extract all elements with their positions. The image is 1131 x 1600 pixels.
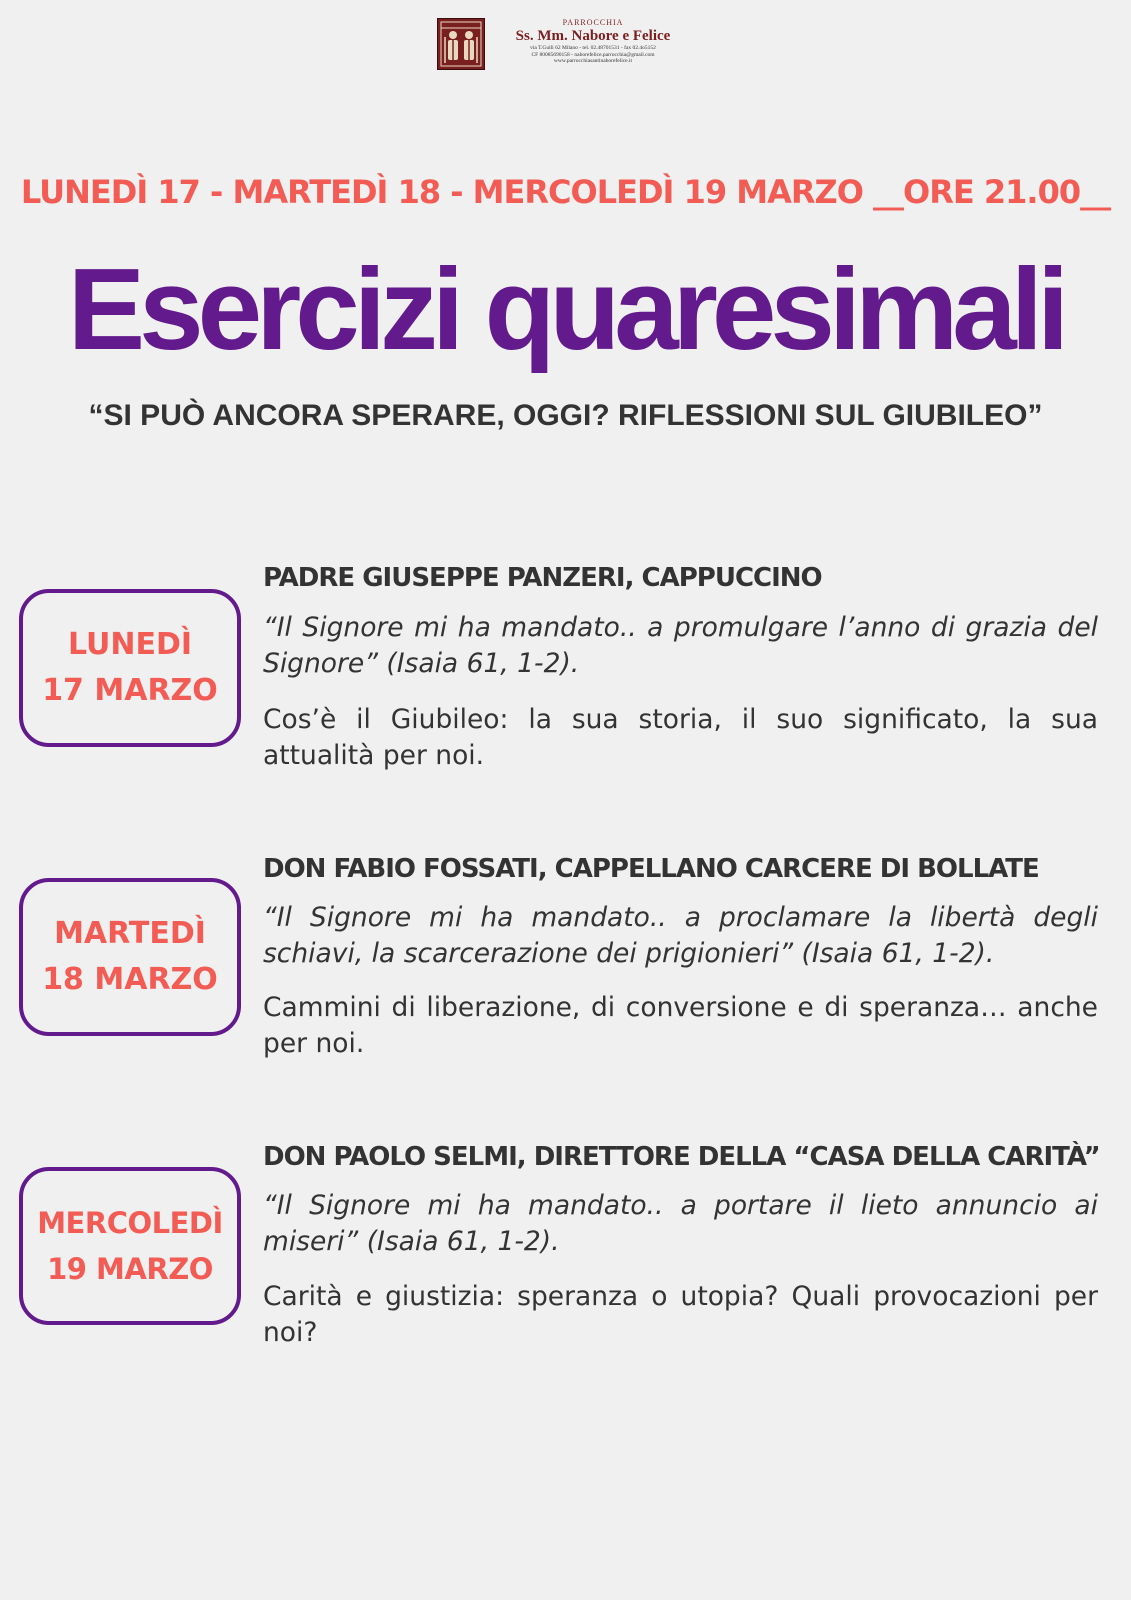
session-2-description: Cammini di liberazione, di conversione e di speranza… anche per noi. bbox=[263, 992, 1098, 1059]
session-1-date-box bbox=[19, 589, 241, 747]
session-1-description: Cos’è il Giubileo: la sua storia, il suo significato, la sua attualità per noi. bbox=[263, 704, 1098, 771]
page-subtitle: “SI PUÒ ANCORA SPERARE, OGGI? RIFLESSIONI SUL GIUBILEO” bbox=[88, 399, 1043, 432]
session-3-day: MERCOLEDÌ bbox=[37, 1206, 223, 1240]
session-2-quote: “Il Signore mi ha mandato.. a proclamare la libertà degli schiavi, la scarcerazione dei prigionieri” (Isaia 61, 1-2). bbox=[263, 902, 1098, 969]
session-2-day: MARTEDÌ bbox=[54, 916, 206, 951]
session-1-speaker: PADRE GIUSEPPE PANZERI, CAPPUCCINO bbox=[263, 563, 822, 593]
parish-saints-logo-icon bbox=[437, 18, 485, 70]
page-title: Esercizi quaresimali bbox=[67, 244, 1064, 374]
parish-address: via T.Gulli 62 Milano - tel. 02.48701531 - fax 02.4o5152 bbox=[530, 45, 656, 51]
parish-header bbox=[437, 18, 697, 72]
session-2-date-box bbox=[19, 878, 241, 1036]
session-3-date-box bbox=[19, 1167, 241, 1325]
session-3-date: 19 MARZO bbox=[47, 1252, 213, 1286]
session-1-date: 17 MARZO bbox=[42, 673, 218, 708]
session-3-speaker: DON PAOLO SELMI, DIRETTORE DELLA “CASA DELLA CARITÀ” bbox=[263, 1142, 1100, 1172]
session-2-date: 18 MARZO bbox=[42, 962, 218, 997]
session-3-description: Carità e giustizia: speranza o utopia? Quali provocazioni per noi? bbox=[263, 1281, 1098, 1348]
parish-contacts: CF 80085690158 - naborefelice.parrocchia@gmail.com bbox=[531, 51, 655, 58]
event-dates-banner: LUNEDÌ 17 - MARTEDÌ 18 - MERCOLEDÌ 19 MARZO __ORE 21.00__ bbox=[20, 173, 1111, 211]
parish-info bbox=[489, 18, 697, 65]
session-2-speaker: DON FABIO FOSSATI, CAPPELLANO CARCERE DI BOLLATE bbox=[263, 854, 1039, 884]
session-3-quote: “Il Signore mi ha mandato.. a portare il lieto annuncio ai miseri” (Isaia 61, 1-2). bbox=[263, 1190, 1098, 1257]
parish-website: www.parrocchiasantinaborefelice.it bbox=[553, 58, 633, 64]
session-1-quote: “Il Signore mi ha mandato.. a promulgare l’anno di grazia del Signore” (Isaia 61, 1-2). bbox=[263, 612, 1098, 679]
session-1-day: LUNEDÌ bbox=[67, 627, 193, 662]
parish-label: PARROCCHIA bbox=[562, 18, 624, 27]
parish-name: Ss. Mm. Nabore e Felice bbox=[515, 28, 671, 44]
